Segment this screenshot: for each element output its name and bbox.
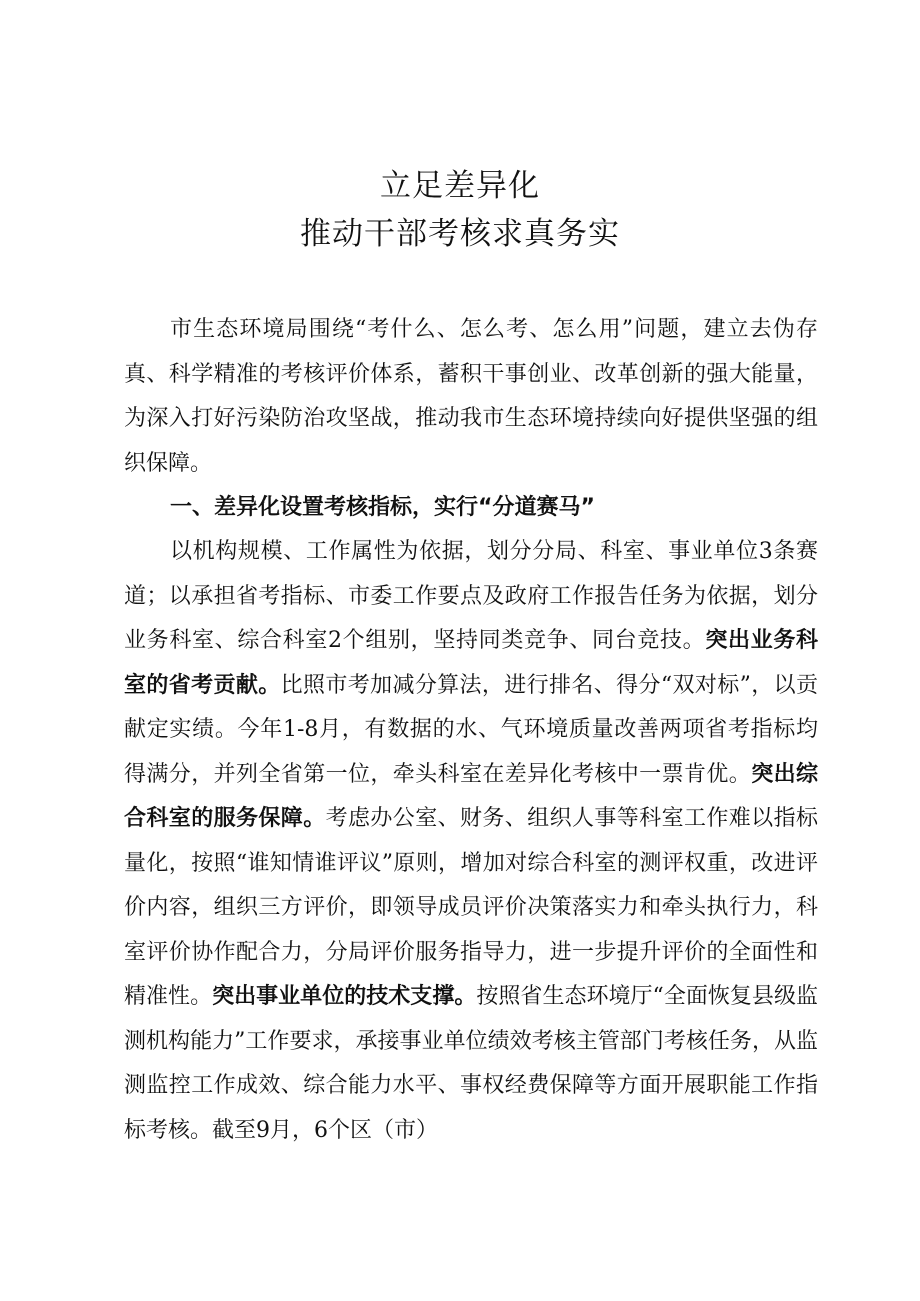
paragraph-text: 以机构规模、工作属性为依据，划分分局、科室、事业单位3条赛道；以承担省考指标、市委工作要点及政府工作报告任务为依据，划分业务科室、综合科室2个组别，坚持同类竞争、同台竞技。: [124, 539, 818, 653]
section1-paragraph: [124, 530, 818, 1153]
highlight-text: 突出综合科室的服务保障。: [124, 761, 818, 831]
document-title-line1: 立足差异化: [380, 168, 540, 204]
paragraph-text: 按照省生态环境厅“全面恢复县级监测机构能力”工作要求，承接事业单位绩效考核主管部门考核任务，从监测监控工作成效、综合能力水平、事权经费保障等方面开展职能工作指标考核。截至9月，6个区（市）: [124, 984, 818, 1143]
intro-paragraph: 市生态环境局围绕“考什么、怎么考、怎么用”问题，建立去伪存真、科学精准的考核评价体系，蓄积干事创业、改革创新的强大能量，为深入打好污染防治攻坚战，推动我市生态环境持续向好提供坚强的组织保障。: [124, 317, 818, 476]
paragraph-text: 比照市考加减分算法，进行排名、得分“双对标”，以贡献定实绩。今年1-8月，有数据的水、气环境质量改善两项省考指标均得满分，并列全省第一位，牵头科室在差异化考核中一票肯优。: [124, 672, 818, 787]
highlight-text: 突出事业单位的技术支撑。: [212, 984, 477, 1009]
paragraph-text: 考虑办公室、财务、组织人事等科室工作难以指标量化，按照“谁知情谁评议”原则，增加对综合科室的测评权重，改进评价内容，组织三方评价，即领导成员评价决策落实力和牵头执行力，科室评价协作配合力，分局评价服务指导力，进一步提升评价的全面性和精准性。: [124, 806, 818, 1009]
highlight-text: 突出业务科室的省考贡献。: [124, 628, 818, 698]
document-title-line2: 推动干部考核求真务实: [300, 216, 620, 252]
section1-heading: 一、差异化设置考核指标，实行“分道赛马”: [170, 495, 595, 520]
